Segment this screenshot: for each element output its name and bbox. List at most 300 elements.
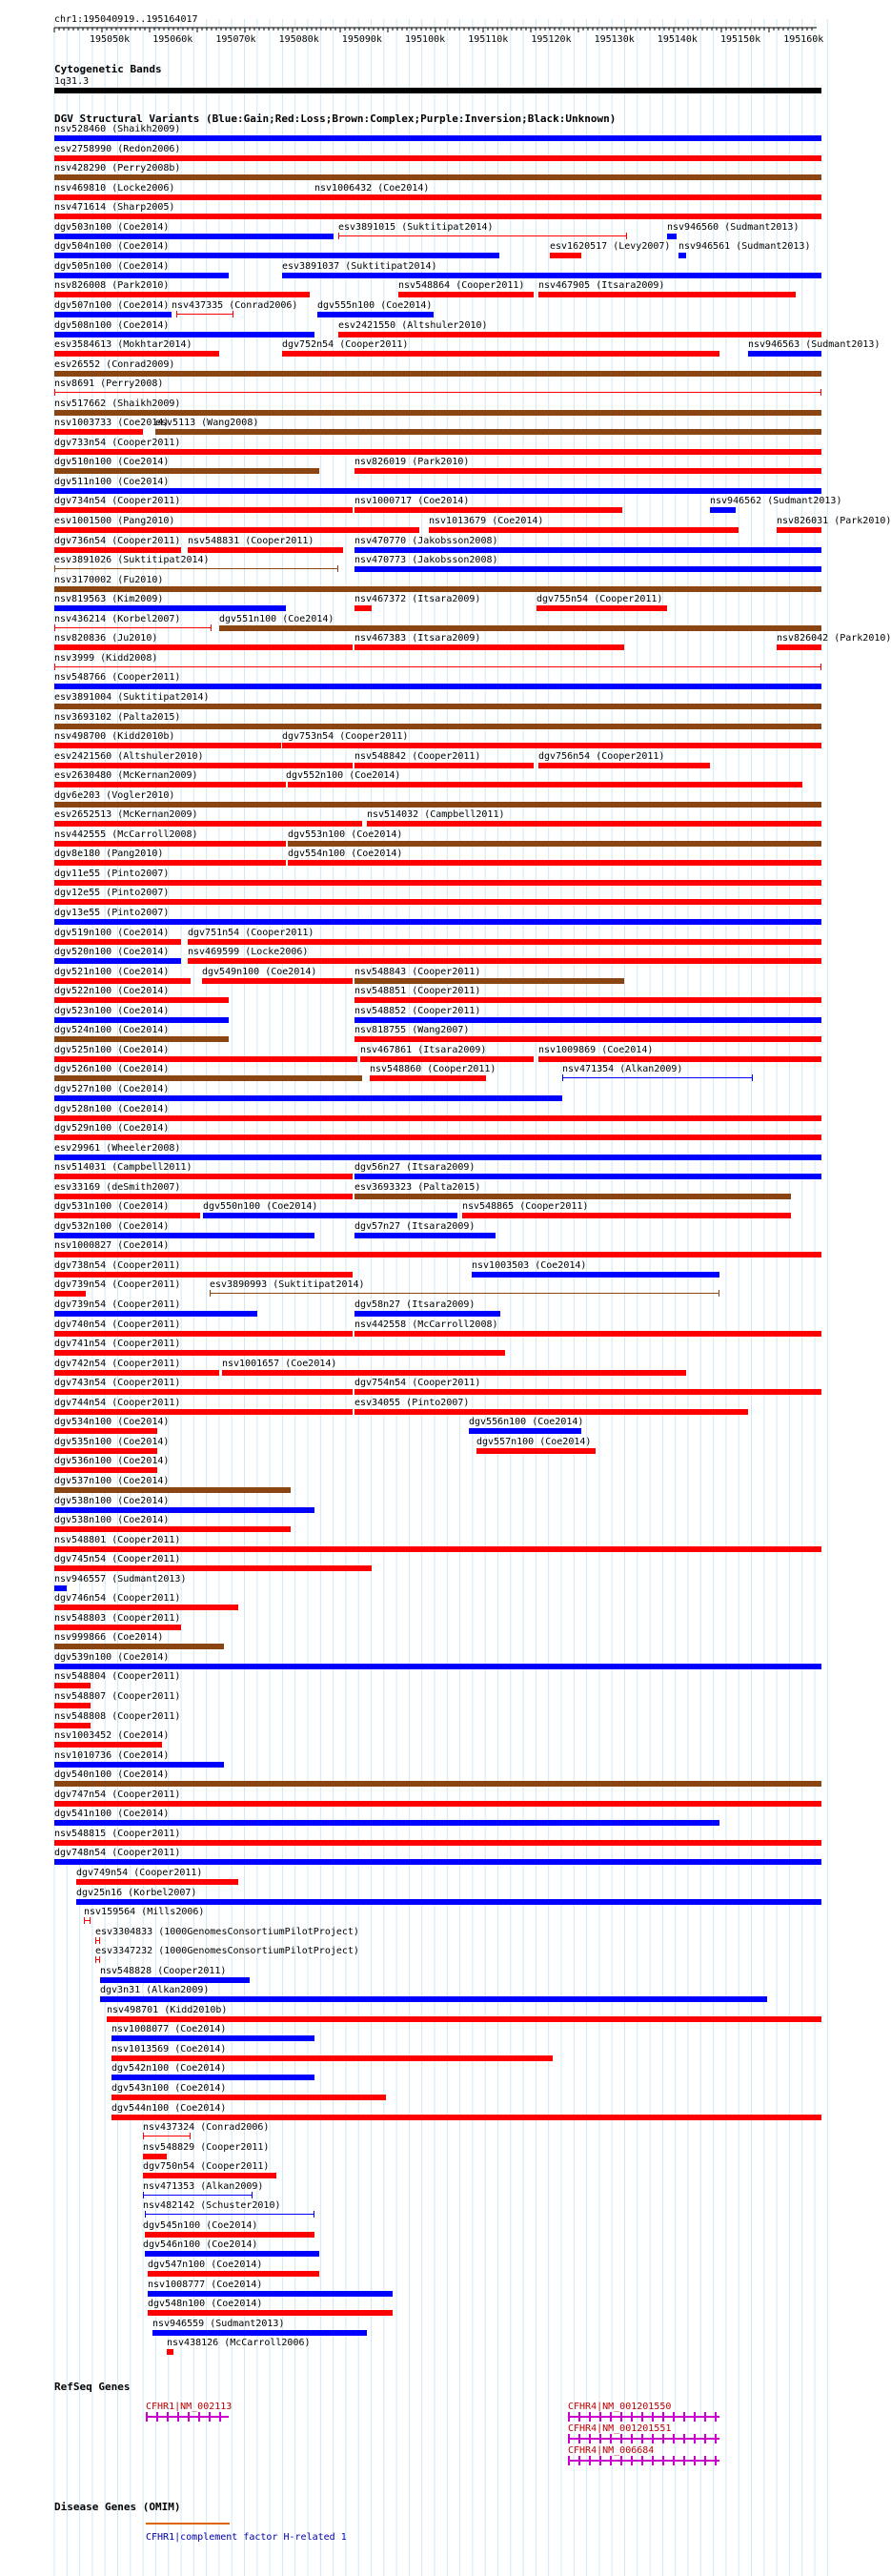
variant-label[interactable]: nsv548865 (Cooper2011) [462, 1201, 589, 1213]
variant-label[interactable]: nsv8691 (Perry2008) [54, 378, 164, 390]
variant-bar[interactable] [143, 2154, 167, 2159]
variant-label[interactable]: dgv508n100 (Coe2014) [54, 319, 170, 331]
variant-bar[interactable] [354, 1409, 748, 1415]
variant-bar[interactable] [54, 292, 310, 297]
variant-bar[interactable] [54, 488, 821, 494]
variant-bar[interactable] [667, 234, 677, 239]
variant-bar[interactable] [54, 1762, 224, 1768]
refseq-gene-label[interactable]: CFHR1|NM_002113 [146, 2402, 233, 2412]
variant-bar[interactable] [54, 1311, 257, 1317]
variant-label[interactable]: nsv528460 (Shaikh2009) [54, 124, 181, 134]
variant-bar[interactable] [54, 1174, 353, 1179]
variant-bar[interactable] [111, 2115, 821, 2120]
variant-label[interactable]: dgv739n54 (Cooper2011) [54, 1299, 181, 1310]
variant-bar[interactable] [76, 1899, 821, 1905]
variant-label[interactable]: dgv544n100 (Coe2014) [111, 2102, 227, 2114]
variant-bar[interactable] [338, 332, 821, 337]
variant-label[interactable]: dgv754n54 (Cooper2011) [354, 1378, 481, 1389]
variant-label[interactable]: dgv550n100 (Coe2014) [203, 1201, 318, 1213]
variant-bar[interactable] [54, 1036, 229, 1042]
variant-label[interactable]: dgv3n31 (Alkan2009) [100, 1985, 210, 1996]
variant-bar[interactable] [148, 2271, 319, 2277]
variant-bar[interactable] [54, 1683, 91, 1688]
variant-bar[interactable] [54, 782, 286, 787]
variant-bar[interactable] [54, 410, 821, 416]
variant-bar[interactable] [54, 1213, 200, 1218]
refseq-gene-label[interactable]: CFHR4|NM_001201551 [568, 2423, 672, 2434]
variant-label[interactable]: dgv505n100 (Coe2014) [54, 260, 170, 272]
variant-label[interactable]: esv3304833 (1000GenomesConsortiumPilotProject) [95, 1926, 359, 1937]
variant-bar[interactable] [354, 1174, 821, 1179]
variant-bar[interactable] [54, 1859, 821, 1865]
variant-bar[interactable] [54, 1801, 821, 1807]
variant-bar[interactable] [54, 1507, 314, 1513]
variant-label[interactable]: nsv548829 (Cooper2011) [143, 2141, 270, 2153]
variant-bar[interactable] [54, 1409, 353, 1415]
variant-label[interactable]: nsv3999 (Kidd2008) [54, 652, 158, 664]
variant-bar[interactable] [354, 978, 624, 984]
variant-label[interactable]: esv1001500 (Pang2010) [54, 516, 175, 526]
variant-bar[interactable] [354, 644, 624, 650]
variant-label[interactable]: dgv745n54 (Cooper2011) [54, 1554, 181, 1565]
variant-label[interactable]: nsv1008077 (Coe2014) [111, 2024, 227, 2035]
variant-label[interactable]: nsv946560 (Sudmant2013) [667, 221, 800, 233]
variant-label[interactable]: nsv826019 (Park2010) [354, 457, 470, 468]
variant-label[interactable]: nsv946557 (Sudmant2013) [54, 1573, 187, 1584]
variant-label[interactable]: esv29961 (Wheeler2008) [54, 1142, 181, 1154]
variant-label[interactable]: dgv539n100 (Coe2014) [54, 1651, 170, 1663]
variant-label[interactable]: dgv522n100 (Coe2014) [54, 986, 170, 997]
variant-bar[interactable] [54, 568, 338, 569]
variant-bar[interactable] [54, 1546, 821, 1552]
variant-label[interactable]: dgv741n54 (Cooper2011) [54, 1339, 181, 1350]
variant-bar[interactable] [54, 1194, 353, 1199]
variant-bar[interactable] [54, 899, 821, 905]
variant-label[interactable]: dgv552n100 (Coe2014) [286, 770, 401, 782]
variant-label[interactable]: esv3890993 (Suktitipat2014) [210, 1279, 365, 1291]
variant-bar[interactable] [354, 997, 821, 1003]
omim-gene-glyph[interactable] [146, 2523, 230, 2525]
variant-bar[interactable] [54, 627, 212, 628]
variant-label[interactable]: nsv467861 (Itsara2009) [360, 1044, 487, 1055]
variant-bar[interactable] [354, 1036, 821, 1042]
variant-label[interactable]: nsv442555 (McCarroll2008) [54, 828, 198, 840]
variant-bar[interactable] [54, 1526, 291, 1532]
variant-bar[interactable] [314, 194, 821, 200]
variant-label[interactable]: dgv532n100 (Coe2014) [54, 1220, 170, 1232]
variant-bar[interactable] [538, 1056, 821, 1062]
variant-label[interactable]: dgv739n54 (Cooper2011) [54, 1279, 181, 1291]
variant-label[interactable]: dgv537n100 (Coe2014) [54, 1475, 170, 1486]
variant-label[interactable]: nsv498700 (Kidd2010b) [54, 731, 175, 743]
variant-bar[interactable] [54, 724, 821, 729]
variant-label[interactable]: dgv543n100 (Coe2014) [111, 2083, 227, 2094]
variant-bar[interactable] [54, 1017, 229, 1023]
variant-bar[interactable] [354, 605, 372, 611]
variant-label[interactable]: dgv519n100 (Coe2014) [54, 927, 170, 938]
variant-bar[interactable] [54, 449, 821, 455]
variant-label[interactable]: nsv548803 (Cooper2011) [54, 1612, 181, 1624]
variant-label[interactable]: dgv551n100 (Coe2014) [219, 613, 334, 624]
variant-bar[interactable] [54, 1467, 157, 1473]
variant-bar[interactable] [54, 1625, 181, 1630]
variant-label[interactable]: dgv747n54 (Cooper2011) [54, 1789, 181, 1800]
variant-label[interactable]: dgv547n100 (Coe2014) [148, 2259, 263, 2270]
variant-bar[interactable] [429, 527, 739, 533]
variant-bar[interactable] [537, 605, 667, 611]
variant-label[interactable]: nsv548808 (Cooper2011) [54, 1710, 181, 1722]
variant-bar[interactable] [222, 1370, 686, 1376]
variant-label[interactable]: dgv548n100 (Coe2014) [148, 2299, 263, 2310]
variant-bar[interactable] [367, 821, 821, 827]
variant-label[interactable]: nsv428290 (Perry2008b) [54, 163, 181, 174]
variant-bar[interactable] [54, 1331, 353, 1337]
variant-label[interactable]: dgv58n27 (Itsara2009) [354, 1299, 476, 1310]
variant-label[interactable]: dgv742n54 (Cooper2011) [54, 1358, 181, 1369]
variant-label[interactable]: esv33169 (deSmith2007) [54, 1181, 181, 1193]
variant-bar[interactable] [148, 2310, 393, 2316]
variant-label[interactable]: dgv755n54 (Cooper2011) [537, 594, 663, 605]
variant-bar[interactable] [54, 392, 821, 393]
variant-bar[interactable] [152, 2330, 367, 2336]
variant-label[interactable]: dgv523n100 (Coe2014) [54, 1005, 170, 1016]
variant-bar[interactable] [202, 978, 353, 984]
variant-label[interactable]: dgv545n100 (Coe2014) [143, 2219, 258, 2231]
variant-bar[interactable] [54, 1723, 91, 1728]
variant-bar[interactable] [777, 644, 821, 650]
variant-label[interactable]: nsv819563 (Kim2009) [54, 594, 164, 605]
variant-label[interactable]: dgv746n54 (Cooper2011) [54, 1593, 181, 1605]
variant-label[interactable]: nsv498701 (Kidd2010b) [107, 2004, 228, 2015]
variant-bar[interactable] [54, 586, 821, 592]
variant-label[interactable]: nsv946562 (Sudmant2013) [710, 496, 842, 507]
variant-bar[interactable] [476, 1448, 596, 1454]
variant-bar[interactable] [538, 763, 710, 768]
variant-label[interactable]: nsv467905 (Itsara2009) [538, 280, 665, 292]
variant-bar[interactable] [462, 1213, 791, 1218]
variant-label[interactable]: nsv548801 (Cooper2011) [54, 1534, 181, 1545]
variant-label[interactable]: nsv3170002 (Fu2010) [54, 574, 164, 585]
variant-label[interactable]: dgv536n100 (Coe2014) [54, 1456, 170, 1467]
variant-label[interactable]: nsv548860 (Cooper2011) [370, 1064, 496, 1075]
variant-bar[interactable] [219, 625, 821, 631]
variant-label[interactable]: esv3891037 (Suktitipat2014) [282, 260, 437, 272]
variant-label[interactable]: dgv555n100 (Coe2014) [317, 299, 433, 311]
variant-label[interactable]: dgv531n100 (Coe2014) [54, 1201, 170, 1213]
variant-label[interactable]: esv3891026 (Suktitipat2014) [54, 555, 210, 566]
variant-bar[interactable] [54, 880, 821, 886]
variant-label[interactable]: nsv1010736 (Coe2014) [54, 1749, 170, 1761]
variant-label[interactable]: nsv1013569 (Coe2014) [111, 2043, 227, 2055]
variant-label[interactable]: esv3891015 (Suktitipat2014) [338, 221, 494, 233]
variant-label[interactable]: nsv471354 (Alkan2009) [562, 1064, 683, 1075]
variant-label[interactable]: esv2758990 (Redon2006) [54, 143, 181, 154]
omim-gene-label[interactable]: CFHR1|complement factor H-related 1 [146, 2532, 347, 2543]
variant-bar[interactable] [354, 1389, 821, 1395]
variant-label[interactable]: dgv535n100 (Coe2014) [54, 1436, 170, 1447]
variant-label[interactable]: dgv538n100 (Coe2014) [54, 1495, 170, 1506]
variant-bar[interactable] [54, 468, 319, 474]
variant-bar[interactable] [54, 234, 334, 239]
variant-label[interactable]: dgv538n100 (Coe2014) [54, 1515, 170, 1526]
variant-label[interactable]: nsv548843 (Cooper2011) [354, 966, 481, 977]
variant-bar[interactable] [354, 547, 821, 553]
variant-label[interactable]: dgv738n54 (Cooper2011) [54, 1259, 181, 1271]
variant-label[interactable]: nsv946559 (Sudmant2013) [152, 2318, 285, 2329]
variant-label[interactable]: dgv748n54 (Cooper2011) [54, 1848, 181, 1859]
variant-label[interactable]: nsv826008 (Park2010) [54, 280, 170, 292]
variant-label[interactable]: dgv520n100 (Coe2014) [54, 947, 170, 958]
variant-bar[interactable] [54, 351, 219, 357]
variant-bar[interactable] [54, 1389, 353, 1395]
variant-bar[interactable] [54, 547, 181, 553]
variant-label[interactable]: dgv25n16 (Korbel2007) [76, 1887, 197, 1898]
variant-label[interactable]: nsv548842 (Cooper2011) [354, 750, 481, 762]
variant-bar[interactable] [288, 860, 821, 866]
variant-bar[interactable] [54, 214, 821, 219]
variant-label[interactable]: nsv514032 (Campbell2011) [367, 809, 505, 821]
variant-label[interactable]: nsv548851 (Cooper2011) [354, 986, 481, 997]
variant-label[interactable]: nsv470770 (Jakobsson2008) [354, 535, 498, 546]
variant-label[interactable]: nsv820836 (Ju2010) [54, 633, 158, 644]
variant-bar[interactable] [562, 1077, 753, 1078]
variant-bar[interactable] [54, 763, 353, 768]
variant-label[interactable]: esv2421550 (Altshuler2010) [338, 319, 488, 331]
variant-bar[interactable] [155, 429, 821, 435]
variant-label[interactable]: nsv1003503 (Coe2014) [472, 1259, 587, 1271]
variant-label[interactable]: dgv528n100 (Coe2014) [54, 1103, 170, 1114]
variant-bar[interactable] [54, 704, 821, 709]
variant-label[interactable]: dgv540n100 (Coe2014) [54, 1769, 170, 1781]
variant-bar[interactable] [54, 1605, 238, 1610]
variant-label[interactable]: nsv442558 (McCarroll2008) [354, 1319, 498, 1330]
variant-bar[interactable] [472, 1272, 719, 1278]
variant-label[interactable]: dgv753n54 (Cooper2011) [282, 731, 409, 743]
variant-bar[interactable] [54, 527, 419, 533]
variant-label[interactable]: nsv999866 (Coe2014) [54, 1632, 164, 1644]
variant-label[interactable]: nsv469599 (Locke2006) [188, 947, 309, 958]
variant-label[interactable]: nsv548864 (Cooper2011) [398, 280, 525, 292]
variant-bar[interactable] [100, 1977, 250, 1983]
variant-label[interactable]: dgv503n100 (Coe2014) [54, 221, 170, 233]
variant-label[interactable]: dgv557n100 (Coe2014) [476, 1436, 592, 1447]
variant-label[interactable]: dgv12e55 (Pinto2007) [54, 888, 170, 899]
variant-label[interactable]: nsv471353 (Alkan2009) [143, 2180, 264, 2192]
variant-bar[interactable] [360, 1056, 534, 1062]
variant-bar[interactable] [354, 1311, 500, 1317]
variant-bar[interactable] [54, 1820, 719, 1826]
variant-bar[interactable] [54, 684, 821, 689]
variant-bar[interactable] [54, 507, 353, 513]
variant-label[interactable]: nsv1003452 (Coe2014) [54, 1730, 170, 1742]
variant-label[interactable]: nsv548831 (Cooper2011) [188, 535, 314, 546]
variant-bar[interactable] [54, 429, 143, 435]
variant-bar[interactable] [210, 1293, 719, 1294]
variant-bar[interactable] [54, 1233, 314, 1238]
variant-label[interactable]: esv2630480 (McKernan2009) [54, 770, 198, 782]
variant-label[interactable]: dgv510n100 (Coe2014) [54, 457, 170, 468]
variant-label[interactable]: dgv8e180 (Pang2010) [54, 848, 164, 860]
variant-bar[interactable] [203, 1213, 457, 1218]
variant-label[interactable]: nsv437324 (Conrad2006) [143, 2122, 270, 2134]
variant-label[interactable]: nsv467383 (Itsara2009) [354, 633, 481, 644]
variant-bar[interactable] [54, 1075, 362, 1081]
variant-label[interactable]: dgv743n54 (Cooper2011) [54, 1378, 181, 1389]
variant-label[interactable]: nsv548815 (Cooper2011) [54, 1828, 181, 1839]
variant-label[interactable]: dgv6e203 (Vogler2010) [54, 789, 175, 801]
variant-bar[interactable] [54, 1781, 821, 1787]
variant-bar[interactable] [354, 1331, 821, 1337]
variant-label[interactable]: dgv736n54 (Cooper2011) [54, 535, 181, 546]
variant-bar[interactable] [54, 273, 229, 278]
variant-bar[interactable] [143, 2173, 276, 2178]
variant-label[interactable]: esv3347232 (1000GenomesConsortiumPilotProject) [95, 1946, 359, 1957]
variant-label[interactable]: dgv534n100 (Coe2014) [54, 1417, 170, 1428]
variant-label[interactable]: nsv437335 (Conrad2006) [172, 299, 298, 311]
variant-label[interactable]: esv5113 (Wang2008) [155, 418, 259, 429]
variant-label[interactable]: dgv553n100 (Coe2014) [288, 828, 403, 840]
cytoband-bar[interactable] [54, 88, 821, 93]
position-ruler[interactable] [54, 27, 824, 46]
variant-label[interactable]: nsv3693102 (Palta2015) [54, 711, 181, 723]
variant-label[interactable]: nsv946561 (Sudmant2013) [678, 241, 811, 253]
variant-label[interactable]: dgv11e55 (Pinto2007) [54, 868, 170, 879]
variant-label[interactable]: nsv548828 (Cooper2011) [100, 1965, 227, 1976]
variant-label[interactable]: nsv159564 (Mills2006) [84, 1907, 205, 1918]
variant-label[interactable]: dgv526n100 (Coe2014) [54, 1064, 170, 1075]
variant-bar[interactable] [54, 135, 821, 141]
variant-bar[interactable] [398, 292, 534, 297]
variant-bar[interactable] [145, 2214, 314, 2215]
variant-bar[interactable] [54, 1644, 224, 1649]
variant-label[interactable]: esv1620517 (Levy2007) [550, 241, 671, 253]
variant-bar[interactable] [107, 2016, 821, 2022]
variant-label[interactable]: dgv554n100 (Coe2014) [288, 848, 403, 860]
variant-bar[interactable] [54, 194, 314, 200]
variant-label[interactable]: nsv469810 (Locke2006) [54, 182, 175, 194]
variant-label[interactable]: esv3891004 (Suktitipat2014) [54, 691, 210, 703]
variant-label[interactable]: esv2652513 (McKernan2009) [54, 809, 198, 821]
variant-bar[interactable] [54, 644, 353, 650]
variant-label[interactable]: nsv1013679 (Coe2014) [429, 516, 544, 526]
variant-label[interactable]: nsv946563 (Sudmant2013) [748, 339, 881, 351]
variant-bar[interactable] [54, 1135, 821, 1140]
variant-label[interactable]: esv34055 (Pinto2007) [354, 1397, 470, 1408]
variant-label[interactable]: dgv556n100 (Coe2014) [469, 1417, 584, 1428]
variant-label[interactable]: dgv541n100 (Coe2014) [54, 1809, 170, 1820]
refseq-gene-label[interactable]: CFHR4|NM_006684 [568, 2445, 655, 2456]
variant-bar[interactable] [188, 939, 821, 945]
variant-bar[interactable] [54, 978, 191, 984]
variant-bar[interactable] [354, 1017, 821, 1023]
variant-bar[interactable] [100, 1996, 767, 2002]
variant-bar[interactable] [54, 1272, 353, 1278]
variant-bar[interactable] [145, 2251, 319, 2257]
variant-bar[interactable] [370, 1075, 486, 1081]
variant-bar[interactable] [54, 1487, 291, 1493]
variant-label[interactable]: dgv524n100 (Coe2014) [54, 1025, 170, 1036]
variant-bar[interactable] [282, 273, 821, 278]
variant-label[interactable]: nsv1006432 (Coe2014) [314, 182, 430, 194]
variant-bar[interactable] [338, 235, 627, 236]
variant-label[interactable]: dgv507n100 (Coe2014) [54, 299, 170, 311]
variant-label[interactable]: dgv511n100 (Coe2014) [54, 476, 170, 487]
variant-bar[interactable] [143, 2195, 253, 2196]
variant-bar[interactable] [54, 802, 821, 808]
variant-bar[interactable] [148, 2291, 393, 2297]
variant-bar[interactable] [54, 371, 821, 377]
variant-label[interactable]: dgv13e55 (Pinto2007) [54, 908, 170, 918]
variant-label[interactable]: dgv734n54 (Cooper2011) [54, 496, 181, 507]
variant-label[interactable]: dgv529n100 (Coe2014) [54, 1123, 170, 1135]
variant-bar[interactable] [54, 1350, 505, 1356]
variant-bar[interactable] [354, 1233, 496, 1238]
variant-label[interactable]: dgv527n100 (Coe2014) [54, 1083, 170, 1094]
variant-bar[interactable] [538, 292, 796, 297]
variant-bar[interactable] [54, 997, 229, 1003]
refseq-gene-label[interactable]: CFHR4|NM_001201550 [568, 2402, 672, 2412]
variant-bar[interactable] [54, 919, 821, 925]
variant-bar[interactable] [54, 1840, 821, 1846]
variant-bar[interactable] [54, 1115, 821, 1121]
variant-label[interactable]: nsv548852 (Cooper2011) [354, 1005, 481, 1016]
variant-label[interactable]: dgv525n100 (Coe2014) [54, 1044, 170, 1055]
variant-bar[interactable] [54, 666, 821, 667]
variant-label[interactable]: nsv471614 (Sharp2005) [54, 202, 175, 214]
variant-bar[interactable] [54, 253, 499, 258]
variant-bar[interactable] [167, 2349, 173, 2355]
variant-bar[interactable] [777, 527, 821, 533]
variant-label[interactable]: dgv56n27 (Itsara2009) [354, 1162, 476, 1174]
variant-bar[interactable] [54, 312, 172, 317]
variant-label[interactable]: nsv482142 (Schuster2010) [143, 2200, 281, 2212]
variant-bar[interactable] [54, 1428, 157, 1434]
variant-label[interactable]: nsv1009869 (Coe2014) [538, 1044, 654, 1055]
variant-label[interactable]: nsv1000827 (Coe2014) [54, 1240, 170, 1252]
variant-bar[interactable] [54, 821, 362, 827]
variant-label[interactable]: nsv438126 (McCarroll2006) [167, 2338, 311, 2349]
variant-label[interactable]: dgv756n54 (Cooper2011) [538, 750, 665, 762]
variant-bar[interactable] [288, 841, 821, 847]
variant-label[interactable]: nsv1008777 (Coe2014) [148, 2279, 263, 2290]
variant-bar[interactable] [111, 2095, 386, 2100]
variant-bar[interactable] [188, 958, 821, 964]
variant-label[interactable]: dgv733n54 (Cooper2011) [54, 437, 181, 448]
variant-bar[interactable] [354, 507, 622, 513]
variant-bar[interactable] [354, 1194, 791, 1199]
variant-bar[interactable] [54, 939, 181, 945]
variant-label[interactable]: dgv549n100 (Coe2014) [202, 966, 317, 977]
variant-label[interactable]: nsv548807 (Cooper2011) [54, 1691, 181, 1702]
variant-bar[interactable] [678, 253, 686, 258]
variant-bar[interactable] [111, 2075, 314, 2080]
variant-bar[interactable] [54, 1291, 86, 1297]
variant-label[interactable]: nsv818755 (Wang2007) [354, 1025, 470, 1036]
variant-label[interactable]: nsv1000717 (Coe2014) [354, 496, 470, 507]
variant-label[interactable]: nsv514031 (Campbell2011) [54, 1162, 192, 1174]
variant-label[interactable]: dgv744n54 (Cooper2011) [54, 1397, 181, 1408]
variant-bar[interactable] [54, 1155, 821, 1160]
variant-bar[interactable] [54, 174, 821, 180]
variant-label[interactable]: esv3693323 (Palta2015) [354, 1181, 481, 1193]
variant-label[interactable]: nsv436214 (Korbel2007) [54, 613, 181, 624]
variant-bar[interactable] [54, 332, 314, 337]
variant-label[interactable]: nsv467372 (Itsara2009) [354, 594, 481, 605]
variant-bar[interactable] [76, 1879, 238, 1885]
variant-label[interactable]: dgv752n54 (Cooper2011) [282, 339, 409, 351]
variant-label[interactable]: esv3584613 (Mokhtar2014) [54, 339, 192, 351]
variant-label[interactable]: dgv740n54 (Cooper2011) [54, 1319, 181, 1330]
